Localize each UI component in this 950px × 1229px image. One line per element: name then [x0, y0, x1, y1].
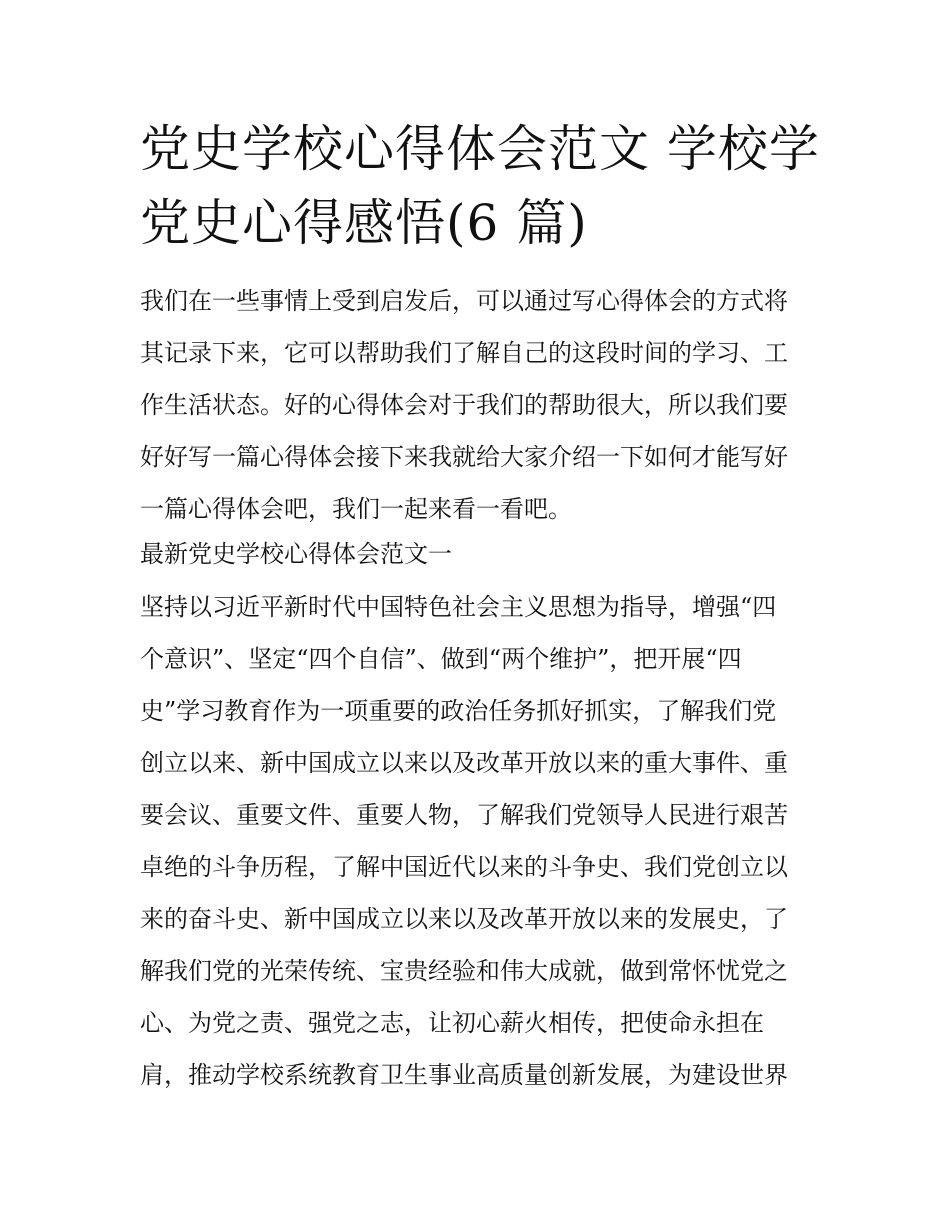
- body-line: 要会议、重要文件、重要人物，了解我们党领导人民进行艰苦: [140, 801, 788, 829]
- body-line: 卓绝的斗争历程，了解中国近代以来的斗争史、我们党创立以: [140, 853, 788, 881]
- intro-line: 我们在一些事情上受到启发后，可以通过写心得体会的方式将: [140, 287, 788, 315]
- section-heading: 最新党史学校心得体会范文一: [140, 540, 452, 568]
- body-line: 创立以来、新中国成立以来以及改革开放以来的重大事件、重: [140, 749, 788, 777]
- body-line: 史”学习教育作为一项重要的政治任务抓好抓实，了解我们党: [140, 697, 777, 725]
- document-title: [140, 112, 830, 260]
- title-line: 党史学校心得体会范文 学校学: [140, 120, 820, 178]
- intro-line: 作生活状态。好的心得体会对于我们的帮助很大，所以我们要: [140, 391, 788, 419]
- intro-line: 一篇心得体会吧，我们一起来看一看吧。: [140, 495, 572, 523]
- body-line: 坚持以习近平新时代中国特色社会主义思想为指导，增强“四: [140, 593, 777, 621]
- body-line: 个意识”、坚定“四个自信”、做到“两个维护”，把开展“四: [140, 645, 742, 673]
- body-line: 心、为党之责、强党之志，让初心薪火相传，把使命永担在: [140, 1009, 764, 1037]
- body-line: 解我们党的光荣传统、宝贵经验和伟大成就，做到常怀忧党之: [140, 957, 788, 985]
- intro-line: 其记录下来，它可以帮助我们了解自己的这段时间的学习、工: [140, 339, 788, 367]
- body-line: 来的奋斗史、新中国成立以来以及改革开放以来的发展史，了: [140, 905, 788, 933]
- intro-line: 好好写一篇心得体会接下来我就给大家介绍一下如何才能写好: [140, 443, 788, 471]
- body-line: 肩，推动学校系统教育卫生事业高质量创新发展，为建设世界: [140, 1061, 788, 1089]
- title-line: 党史心得感悟(6 篇): [140, 194, 588, 252]
